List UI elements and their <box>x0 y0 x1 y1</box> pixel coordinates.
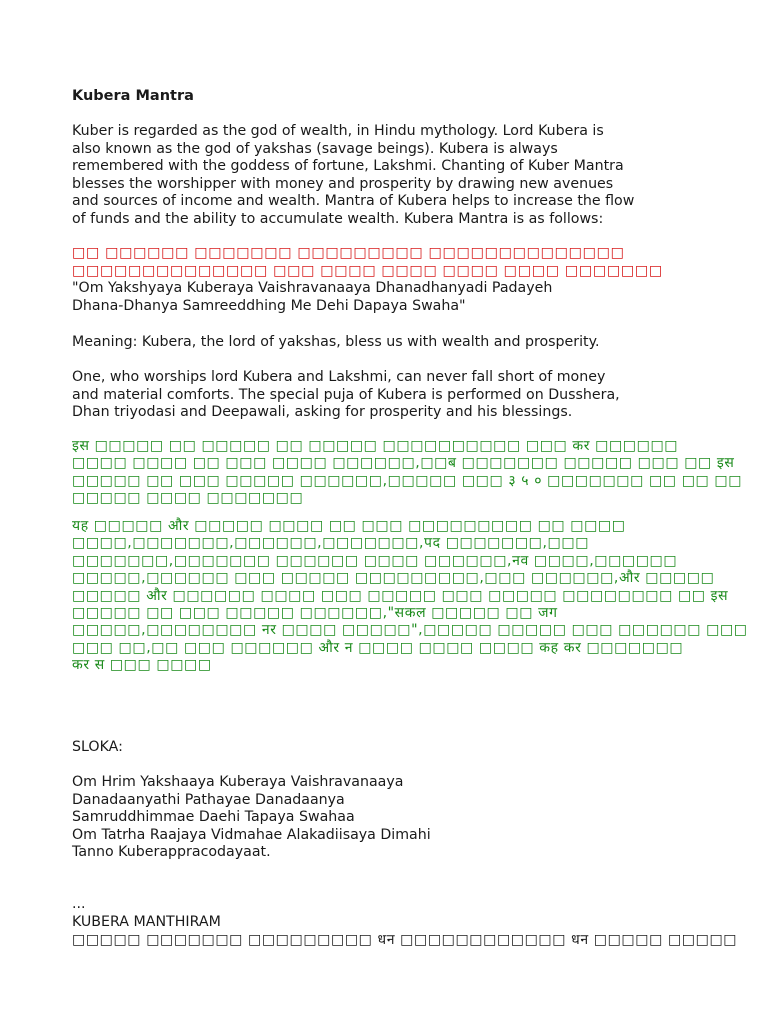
hindi-paragraph-2 <box>72 518 748 675</box>
page-title: Kubera Mantra <box>72 88 194 104</box>
sloka-line: Tanno Kuberappracodayaat. <box>72 844 271 861</box>
intro-line: blesses the worshipper with money and prosperity by drawing new avenues <box>72 175 614 192</box>
intro-line: of funds and the ability to accumulate wealth. Kubera Mantra is as follows: <box>72 210 604 227</box>
hindi-line: □□□□,□□□□□□□,□□□□□□,□□□□□□□,पद □□□□□□□,□□□ <box>72 535 590 552</box>
intro-line: remembered with the goddess of fortune, Lakshmi. Chanting of Kuber Mantra <box>72 158 624 175</box>
intro-paragraph <box>72 123 712 229</box>
sloka-line: Samruddhimmae Daehi Tapaya Swahaa <box>72 809 355 826</box>
hindi-line: □□□□□,□□□□□□ □□□ □□□□□ □□□□□□□□□,□□□ □□□□□□,और □□□□□ <box>72 570 715 587</box>
manthiram-line: □□□□□ □□□□□□□ □□□□□□□□□ धन □□□□□□□□□□□□ धन □□□□□ □□□□□ <box>72 932 738 948</box>
ellipsis: ... <box>72 896 86 912</box>
mantra-devanagari-line: □□□□□□□□□□□□□□ □□□ □□□□ □□□□ □□□□ □□□□ □□□□□□□ <box>72 262 663 279</box>
meaning-line: Meaning: Kubera, the lord of yakshas, bless us with wealth and prosperity. <box>72 334 600 350</box>
manthiram-heading: KUBERA MANTHIRAM <box>72 914 221 930</box>
sloka-line: Danadaanyathi Pathayae Danadaanya <box>72 791 345 808</box>
intro-line: and sources of income and wealth. Mantra of Kubera helps to increase the flow <box>72 193 635 210</box>
worship-line: and material comforts. The special puja of Kubera is performed on Dusshera, <box>72 386 620 403</box>
worship-paragraph <box>72 369 712 422</box>
mantra-roman-line: "Om Yakshyaya Kuberaya Vaishravanaaya Dhanadhanyadi Padayeh <box>72 280 553 296</box>
hindi-line: □□□ □□,□□ □□□ □□□□□□ और न □□□□ □□□□ □□□□ कह कर □□□□□□□ <box>72 639 684 656</box>
worship-line: Dhan triyodasi and Deepawali, asking for prosperity and his blessings. <box>72 404 573 421</box>
mantra-roman <box>72 280 712 315</box>
hindi-line: □□□□□□□,□□□□□□□ □□□□□□ □□□□ □□□□□□,नव □□□□,□□□□□□ <box>72 552 678 569</box>
hindi-line: □□□□□ □□ □□□ □□□□□ □□□□□□,□□□□□ □□□ ३ ५ ० □□□□□□□ □□ □□ □□ <box>72 472 743 489</box>
sloka-block <box>72 774 712 862</box>
mantra-devanagari-line: □□ □□□□□□ □□□□□□□ □□□□□□□□□ □□□□□□□□□□□□□□ <box>72 245 625 261</box>
hindi-paragraph-1 <box>72 438 743 508</box>
hindi-line: □□□□□ □□ □□□ □□□□□ □□□□□□,"सकल □□□□□ □□ जग <box>72 605 558 622</box>
intro-line: also known as the god of yakshas (savage beings). Kubera is always <box>72 140 558 157</box>
hindi-line: □□□□ □□□□ □□ □□□ □□□□ □□□□□□,□□ब □□□□□□□ □□□□□ □□□ □□ इस <box>72 455 735 472</box>
intro-line: Kuber is regarded as the god of wealth, in Hindu mythology. Lord Kubera is <box>72 123 604 139</box>
hindi-line: यह □□□□□ और □□□□□ □□□□ □□ □□□ □□□□□□□□□ □□ □□□□ <box>72 518 626 534</box>
sloka-line: Om Hrim Yakshaaya Kuberaya Vaishravanaaya <box>72 774 404 790</box>
hindi-line: □□□□□ □□□□ □□□□□□□ <box>72 490 304 507</box>
worship-line: One, who worships lord Kubera and Lakshmi, can never fall short of money <box>72 369 606 385</box>
sloka-line: Om Tatrha Raajaya Vidmahae Alakadiisaya Dimahi <box>72 826 431 843</box>
hindi-line: कर स □□□ □□□□ <box>72 657 212 674</box>
mantra-devanagari <box>72 245 712 280</box>
sloka-heading: SLOKA: <box>72 739 123 755</box>
mantra-roman-line: Dhana-Dhanya Samreeddhing Me Dehi Dapaya Swaha" <box>72 297 466 314</box>
hindi-line: □□□□□ और □□□□□□ □□□□ □□□ □□□□□ □□□ □□□□□ □□□□□□□□ □□ इस <box>72 587 729 604</box>
hindi-line: □□□□□,□□□□□□□□ नर □□□□ □□□□□",□□□□□ □□□□□ □□□ □□□□□□ □□□ <box>72 622 748 639</box>
hindi-line: इस □□□□□ □□ □□□□□ □□ □□□□□ □□□□□□□□□□ □□□ कर □□□□□□ <box>72 438 679 454</box>
